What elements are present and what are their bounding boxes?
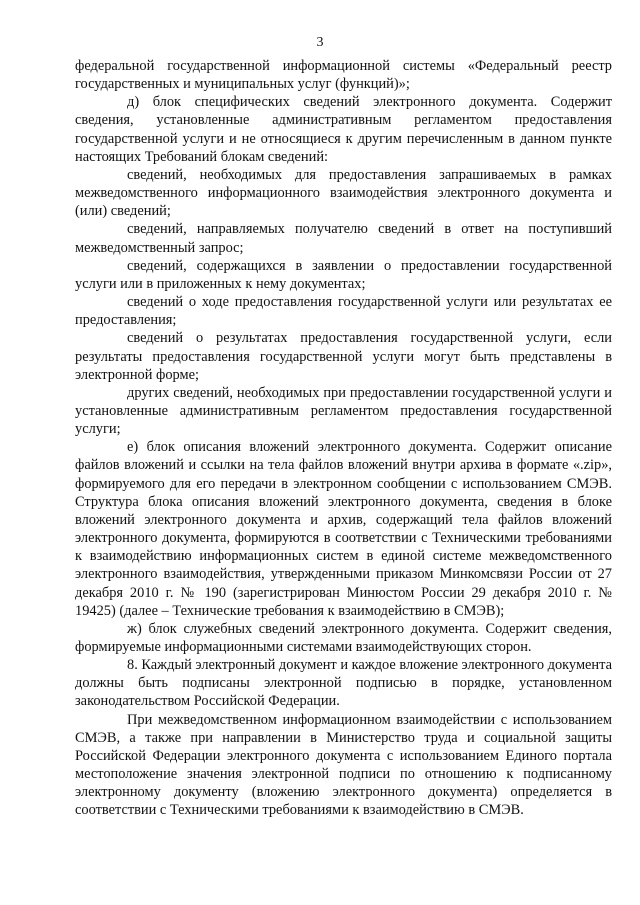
paragraph: 8. Каждый электронный документ и каждое вложение электронного документа должны быть подписаны электронной подписью в порядке, установленном законодательством Российской Федерации. (75, 657, 612, 710)
paragraph: сведений, содержащихся в заявлении о предоставлении государственной услуги или в приложенных к нему документах; (75, 257, 612, 292)
paragraph: сведений о ходе предоставления государственной услуги или результатах ее предоставления; (75, 294, 612, 329)
paragraph: сведений, направляемых получателю сведений в ответ на поступивший межведомственный запрос; (75, 221, 612, 256)
paragraph: других сведений, необходимых при предоставлении государственной услуги и установленные административным регламентом предоставления государственной услуги; (75, 384, 612, 438)
document-body (75, 57, 612, 820)
paragraph: д) блок специфических сведений электронного документа. Содержит сведения, установленные административным регламентом предоставления государственной услуги и не относящиеся к другим перечисленным в данном пункте настоящих Требований блокам сведений: (75, 94, 612, 165)
page-number: 3 (316, 35, 324, 50)
paragraph: федеральной государственной информационной системы «Федеральный реестр государственных и муниципальных услуг (функций)»; (75, 58, 612, 93)
paragraph: е) блок описания вложений электронного документа. Содержит описание файлов вложений и ссылки на тела файлов вложений внутри архива в формате «.zip», формируемого для его передачи в электронном сообщении с использованием СМЭВ. Структура блока описания вложений электронного документа, сведения в блоке вложений электронного документа и архив, содержащий тела файлов вложений электронного документа, формируются в соответствии с Техническими требованиями к взаимодействию информационных систем в единой системе межведомственного электронного взаимодействия, утвержденными приказом Минкомсвязи России от 27 декабря 2010 г. № 190 (зарегистрирован Минюстом России 29 декабря 2010 г. № 19425) (далее – Технические требования к взаимодействию в СМЭВ); (75, 439, 612, 619)
paragraph: сведений, необходимых для предоставления запрашиваемых в рамках межведомственного информационного взаимодействия электронного документа и (или) сведений; (75, 166, 612, 220)
paragraph: сведений о результатах предоставления государственной услуги, если результаты предоставления государственной услуги могут быть представлены в электронной форме; (75, 330, 612, 383)
paragraph: ж) блок служебных сведений электронного документа. Содержит сведения, формируемые информационными системами взаимодействующих сторон. (75, 620, 612, 655)
paragraph: При межведомственном информационном взаимодействии с использованием СМЭВ, а также при направлении в Министерство труда и социальной защиты Российской Федерации электронного документа с использованием Единого портала местоположение значения электронной подписи по отношению к подписанному электронному документу (вложению электронного документа) определяется в соответствии с Техническими требованиями к взаимодействию в СМЭВ. (75, 711, 612, 819)
